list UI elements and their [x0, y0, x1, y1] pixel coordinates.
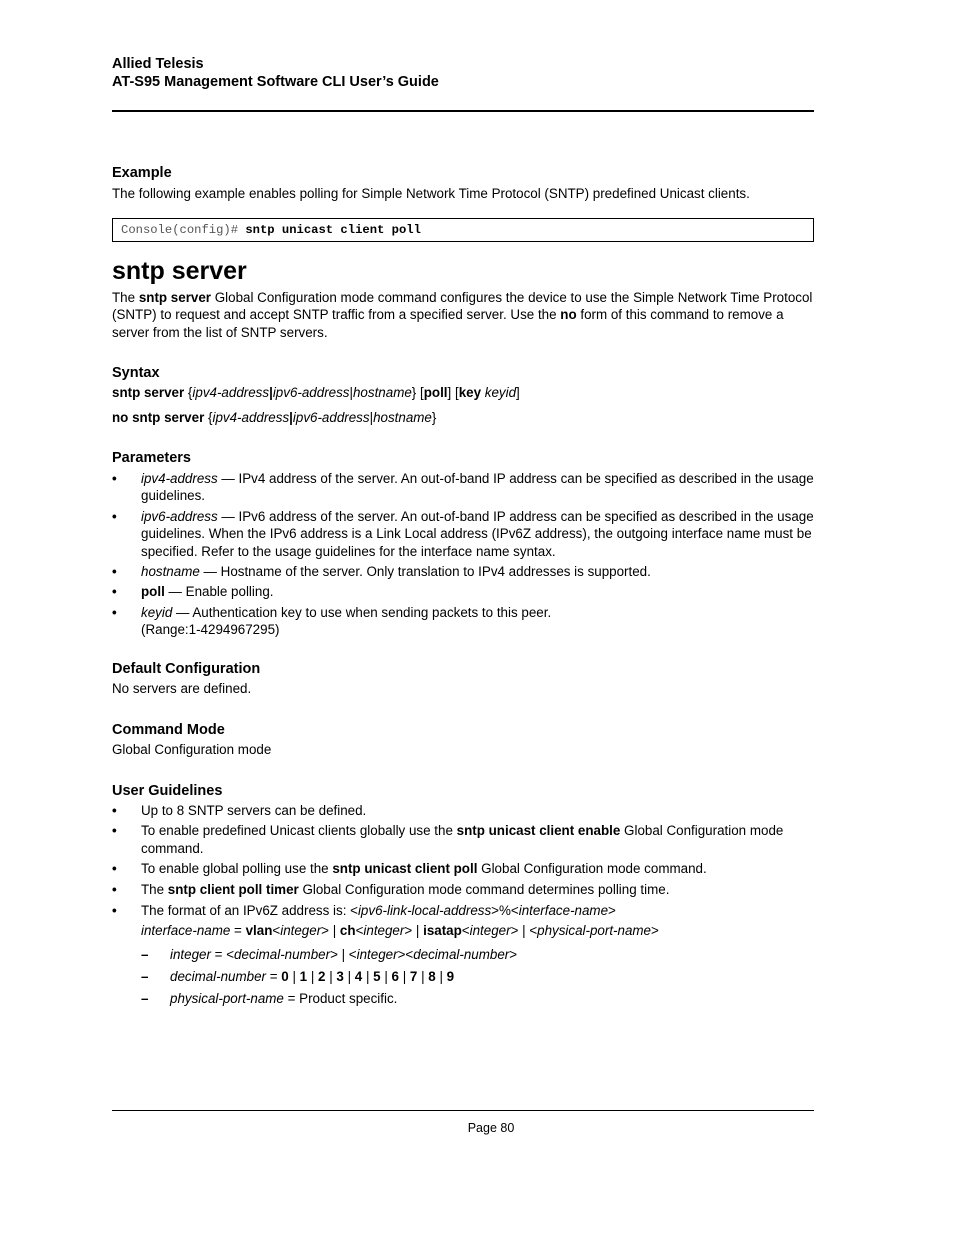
footer-divider	[112, 1110, 814, 1111]
command-mode-heading: Command Mode	[112, 722, 225, 738]
section-title: sntp server	[112, 257, 247, 285]
code-example	[112, 218, 814, 242]
section-intro: The sntp server Global Configuration mode command configures the device to use the Simple Network Time Protocol (SNTP) to request and accept SNTP traffic from a specified server. Use the no form of this command to remove a server from the list of SNTP servers.	[112, 290, 813, 340]
header-divider	[112, 110, 814, 112]
list-item: – integer = <decimal-number> | <integer><decimal-number>	[141, 947, 518, 962]
intro-command: sntp server	[138, 290, 212, 305]
list-item: • The format of an IPv6Z address is: <ipv6-link-local-address>%<interface-name> interface-name = vlan<integer> | ch<integer> | isatap<integer> | <physical-port-name>	[112, 903, 659, 939]
list-item: • To enable global polling use the sntp unicast client poll Global Configuration mode command.	[112, 861, 707, 877]
console-prompt: Console(config)#	[121, 223, 239, 237]
list-item: • ipv4-address — IPv4 address of the server. An out-of-band IP address can be specified as described in the usage guidelines.	[112, 471, 814, 504]
list-item: • Up to 8 SNTP servers can be defined.	[112, 803, 367, 818]
command-mode-text: Global Configuration mode	[112, 742, 272, 757]
document-page	[112, 0, 814, 1235]
parameters-heading: Parameters	[112, 450, 191, 466]
list-item: • ipv6-address — IPv6 address of the server. An out-of-band IP address can be specified as described in the usage guidelines. When the IPv6 address is a Link Local address (IPv6Z address), the outgoing interface name must be specified. Refer to the usage guidelines for the interface name syntax.	[112, 508, 814, 559]
header-guide-title: AT-S95 Management Software CLI User’s Guide	[112, 74, 439, 90]
syntax-line-2: no sntp server {ipv4-address|ipv6-address|hostname}	[112, 410, 437, 425]
page-number: Page 80	[467, 1121, 515, 1135]
intro-no-keyword: no	[560, 307, 577, 323]
syntax-heading: Syntax	[112, 365, 160, 381]
header-company: Allied Telesis	[112, 56, 204, 72]
syntax-line-1: sntp server {ipv4-address|ipv6-address|hostname} [poll] [key keyid]	[112, 385, 520, 400]
default-config-heading: Default Configuration	[112, 661, 261, 677]
default-config-text: No servers are defined.	[112, 681, 252, 696]
user-guidelines-heading: User Guidelines	[112, 783, 223, 799]
example-heading: Example	[112, 165, 172, 181]
example-description: The following example enables polling for Simple Network Time Protocol (SNTP) predefined Unicast clients.	[112, 186, 750, 201]
list-item: • hostname — Hostname of the server. Only translation to IPv4 addresses is supported.	[112, 564, 651, 580]
list-item: – decimal-number = 0 | 1 | 2 | 3 | 4 | 5 | 6 | 7 | 8 | 9	[141, 969, 455, 984]
parameters-list	[112, 470, 814, 642]
list-item: • To enable predefined Unicast clients globally use the sntp unicast client enable Global Configuration mode command.	[112, 823, 784, 856]
console-command: sntp unicast client poll	[245, 223, 421, 237]
list-item: – physical-port-name = Product specific.	[141, 991, 398, 1006]
list-item: • poll — Enable polling.	[112, 584, 274, 600]
user-guidelines-list	[112, 802, 814, 944]
list-item: • keyid — Authentication key to use when sending packets to this peer. (Range:1-4294967295)	[112, 604, 552, 638]
format-sublist	[141, 946, 813, 1012]
list-item: • The sntp client poll timer Global Configuration mode command determines polling time.	[112, 881, 670, 897]
